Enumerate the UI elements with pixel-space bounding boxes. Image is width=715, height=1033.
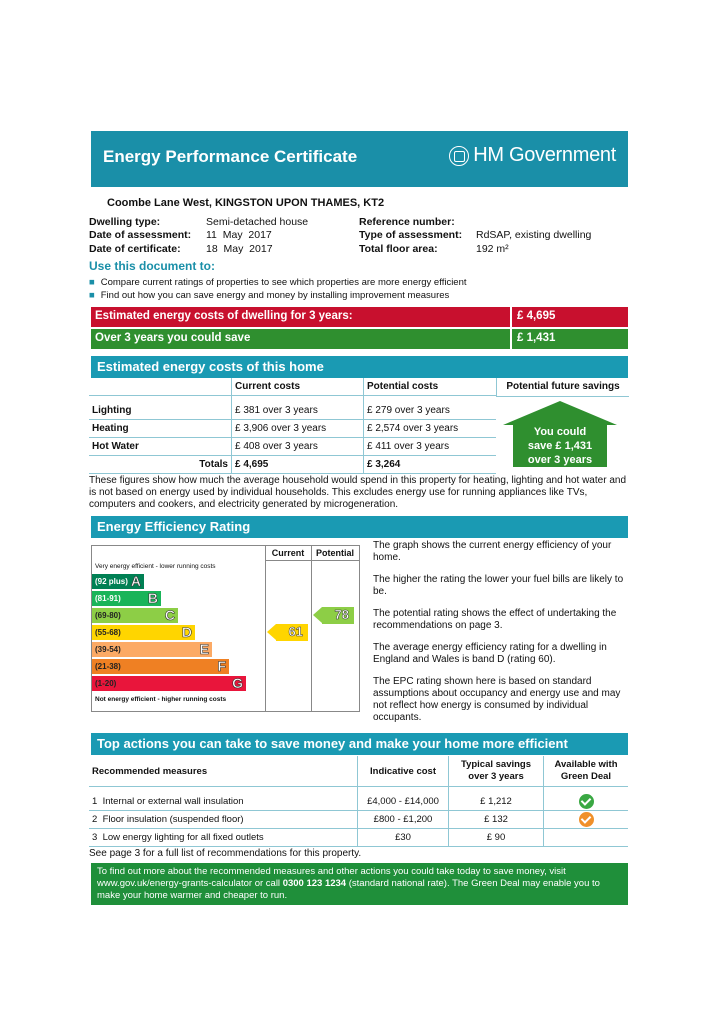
efficiency-rating-heading: Energy Efficiency Rating: [97, 519, 251, 534]
band-letter: B: [147, 590, 158, 606]
band-letter: A: [130, 573, 141, 589]
footer-text-end: (standard national rate). The Green Deal may enable you to make your home warmer and cheaper to run.: [97, 878, 600, 901]
band-letter: E: [199, 641, 209, 657]
rating-paragraph: The EPC rating shown here is based on standard assumptions about occupancy and energy use and may not reflect how energy is consumed by individual occupants.: [373, 676, 621, 723]
potential-column-header: Potential: [315, 548, 354, 558]
estimated-cost-bar: [91, 307, 628, 327]
potential-saving-bar: [91, 329, 628, 349]
assessment-date-label: Date of assessment:: [89, 229, 192, 241]
assessment-type-label: Type of assessment:: [359, 229, 463, 241]
green-tick-icon: [579, 794, 594, 809]
use-document-heading: Use this document to:: [89, 259, 216, 273]
hm-government-logo: [449, 144, 616, 167]
see-page-note: See page 3 for a full list of recommendations for this property.: [89, 848, 362, 859]
floor-area-value: 192 m²: [476, 243, 509, 255]
band-range: (55-68): [95, 628, 121, 637]
rating-band-b: [92, 591, 161, 606]
dwelling-type-value: Semi-detached house: [206, 216, 309, 228]
rating-band-d: [92, 625, 195, 640]
savings-header: Typical savings over 3 years: [449, 756, 544, 787]
band-range: (69-80): [95, 611, 121, 620]
table-row: 2 Floor insulation (suspended floor) £800 - £1,200 £ 132: [89, 811, 628, 829]
assessment-type-value: RdSAP, existing dwelling: [476, 229, 592, 241]
green-deal-header: Available with Green Deal: [544, 756, 629, 787]
bottom-scale-text: Not energy efficient - higher running costs: [95, 696, 227, 703]
royal-crest-icon: [449, 146, 469, 166]
rating-paragraph: The graph shows the current energy efficiency of your home.: [373, 540, 612, 563]
use-document-bullet: ■ Compare current ratings of properties to see which properties are more energy efficient: [89, 277, 467, 288]
savings-arrow-line1: You could: [533, 426, 587, 438]
orange-tick-icon: [579, 812, 594, 827]
cost-header: Indicative cost: [358, 756, 449, 787]
table-header-row: [89, 756, 628, 787]
footer-info-box: [91, 863, 628, 905]
current-rating-arrow: 61: [276, 624, 308, 641]
table-row: Hot Water £ 408 over 3 years £ 411 over 3 years: [89, 438, 496, 456]
top-actions-heading: Top actions you can take to save money and make your home more efficient: [97, 736, 568, 751]
certificate-header: [91, 131, 628, 187]
efficiency-rating-graph: [91, 545, 360, 712]
certificate-date-label: Date of certificate:: [89, 243, 181, 255]
potential-rating-arrow: 78: [322, 607, 354, 624]
rating-band-f: [92, 659, 229, 674]
rating-band-c: [92, 608, 178, 623]
table-row: 3 Low energy lighting for all fixed outlets £30 £ 90: [89, 829, 628, 847]
efficiency-rating-section-bar: [91, 516, 628, 538]
footer-phone-number: 0300 123 1234: [282, 878, 347, 889]
estimated-cost-value: £ 4,695: [517, 310, 556, 322]
assessment-date-value: 11 May 2017: [206, 229, 272, 241]
measures-header: Recommended measures: [89, 756, 358, 787]
band-letter: D: [181, 624, 192, 640]
reference-number-label: Reference number:: [359, 216, 455, 228]
energy-costs-heading: Estimated energy costs of this home: [97, 359, 324, 374]
table-row: Heating £ 3,906 over 3 years £ 2,574 over 3 years: [89, 420, 496, 438]
hm-government-text: HM Government: [473, 144, 616, 166]
floor-area-label: Total floor area:: [359, 243, 438, 255]
top-scale-text: Very energy efficient - lower running costs: [95, 563, 216, 570]
use-document-bullet: ■ Find out how you can save energy and money by installing improvement measures: [89, 290, 450, 301]
table-row: Lighting £ 381 over 3 years £ 279 over 3 years: [89, 402, 496, 420]
savings-arrow-line2: save £ 1,431: [527, 440, 593, 452]
band-range: (92 plus): [95, 577, 128, 586]
savings-arrow: [503, 401, 617, 467]
band-letter: F: [217, 658, 226, 674]
rating-band-e: [92, 642, 212, 657]
totals-row: Totals £ 4,695 £ 3,264: [89, 456, 496, 474]
band-range: (1-20): [95, 679, 117, 688]
potential-saving-value: £ 1,431: [517, 332, 556, 344]
rating-paragraph: The higher the rating the lower your fuel bills are likely to be.: [373, 574, 624, 597]
rating-band-g: [92, 676, 246, 691]
rating-paragraph: The average energy efficiency rating for a dwelling in England and Wales is band D (rating 60).: [373, 642, 607, 665]
rating-explanation: [373, 540, 628, 724]
certificate-date-value: 18 May 2017: [206, 243, 273, 255]
footer-text-start: To find out more about the recommended measures and other actions you could take today to save money, visit www.gov.uk/energy-grants-calculator or call: [97, 866, 566, 889]
property-address: Coombe Lane West, KINGSTON UPON THAMES, KT2: [107, 197, 385, 209]
dwelling-type-label: Dwelling type:: [89, 216, 161, 228]
band-range: (39-54): [95, 645, 121, 654]
current-costs-header: Current costs: [232, 378, 364, 396]
table-row: 1 Internal or external wall insulation £4,000 - £14,000 £ 1,212: [89, 793, 628, 811]
recommended-measures-table: [89, 756, 628, 847]
costs-note: These figures show how much the average household would spend in this property for heating, lighting and hot water and is not based on energy used by individual households. This excludes energy use for running appliances like TVs, computers and cookers, and electricity generated by microgeneration.: [89, 475, 627, 510]
current-column-header: Current: [271, 548, 305, 558]
potential-costs-header: Potential costs: [364, 378, 497, 396]
rating-paragraph: The potential rating shows the effect of undertaking the recommendations on page 3.: [373, 608, 617, 631]
band-letter: G: [232, 675, 243, 691]
energy-costs-section-bar: [91, 356, 628, 378]
savings-arrow-line3: over 3 years: [527, 454, 593, 466]
band-range: (81-91): [95, 594, 121, 603]
table-header-row: [89, 378, 496, 396]
rating-band-a: [92, 574, 144, 589]
band-letter: C: [164, 607, 175, 623]
energy-costs-table: [89, 378, 496, 474]
certificate-title: Energy Performance Certificate: [103, 147, 358, 166]
potential-saving-label: Over 3 years you could save: [95, 332, 251, 344]
top-actions-section-bar: [91, 733, 628, 755]
estimated-cost-label: Estimated energy costs of dwelling for 3 years:: [95, 310, 353, 322]
future-savings-header: Potential future savings: [496, 378, 629, 397]
band-range: (21-38): [95, 662, 121, 671]
